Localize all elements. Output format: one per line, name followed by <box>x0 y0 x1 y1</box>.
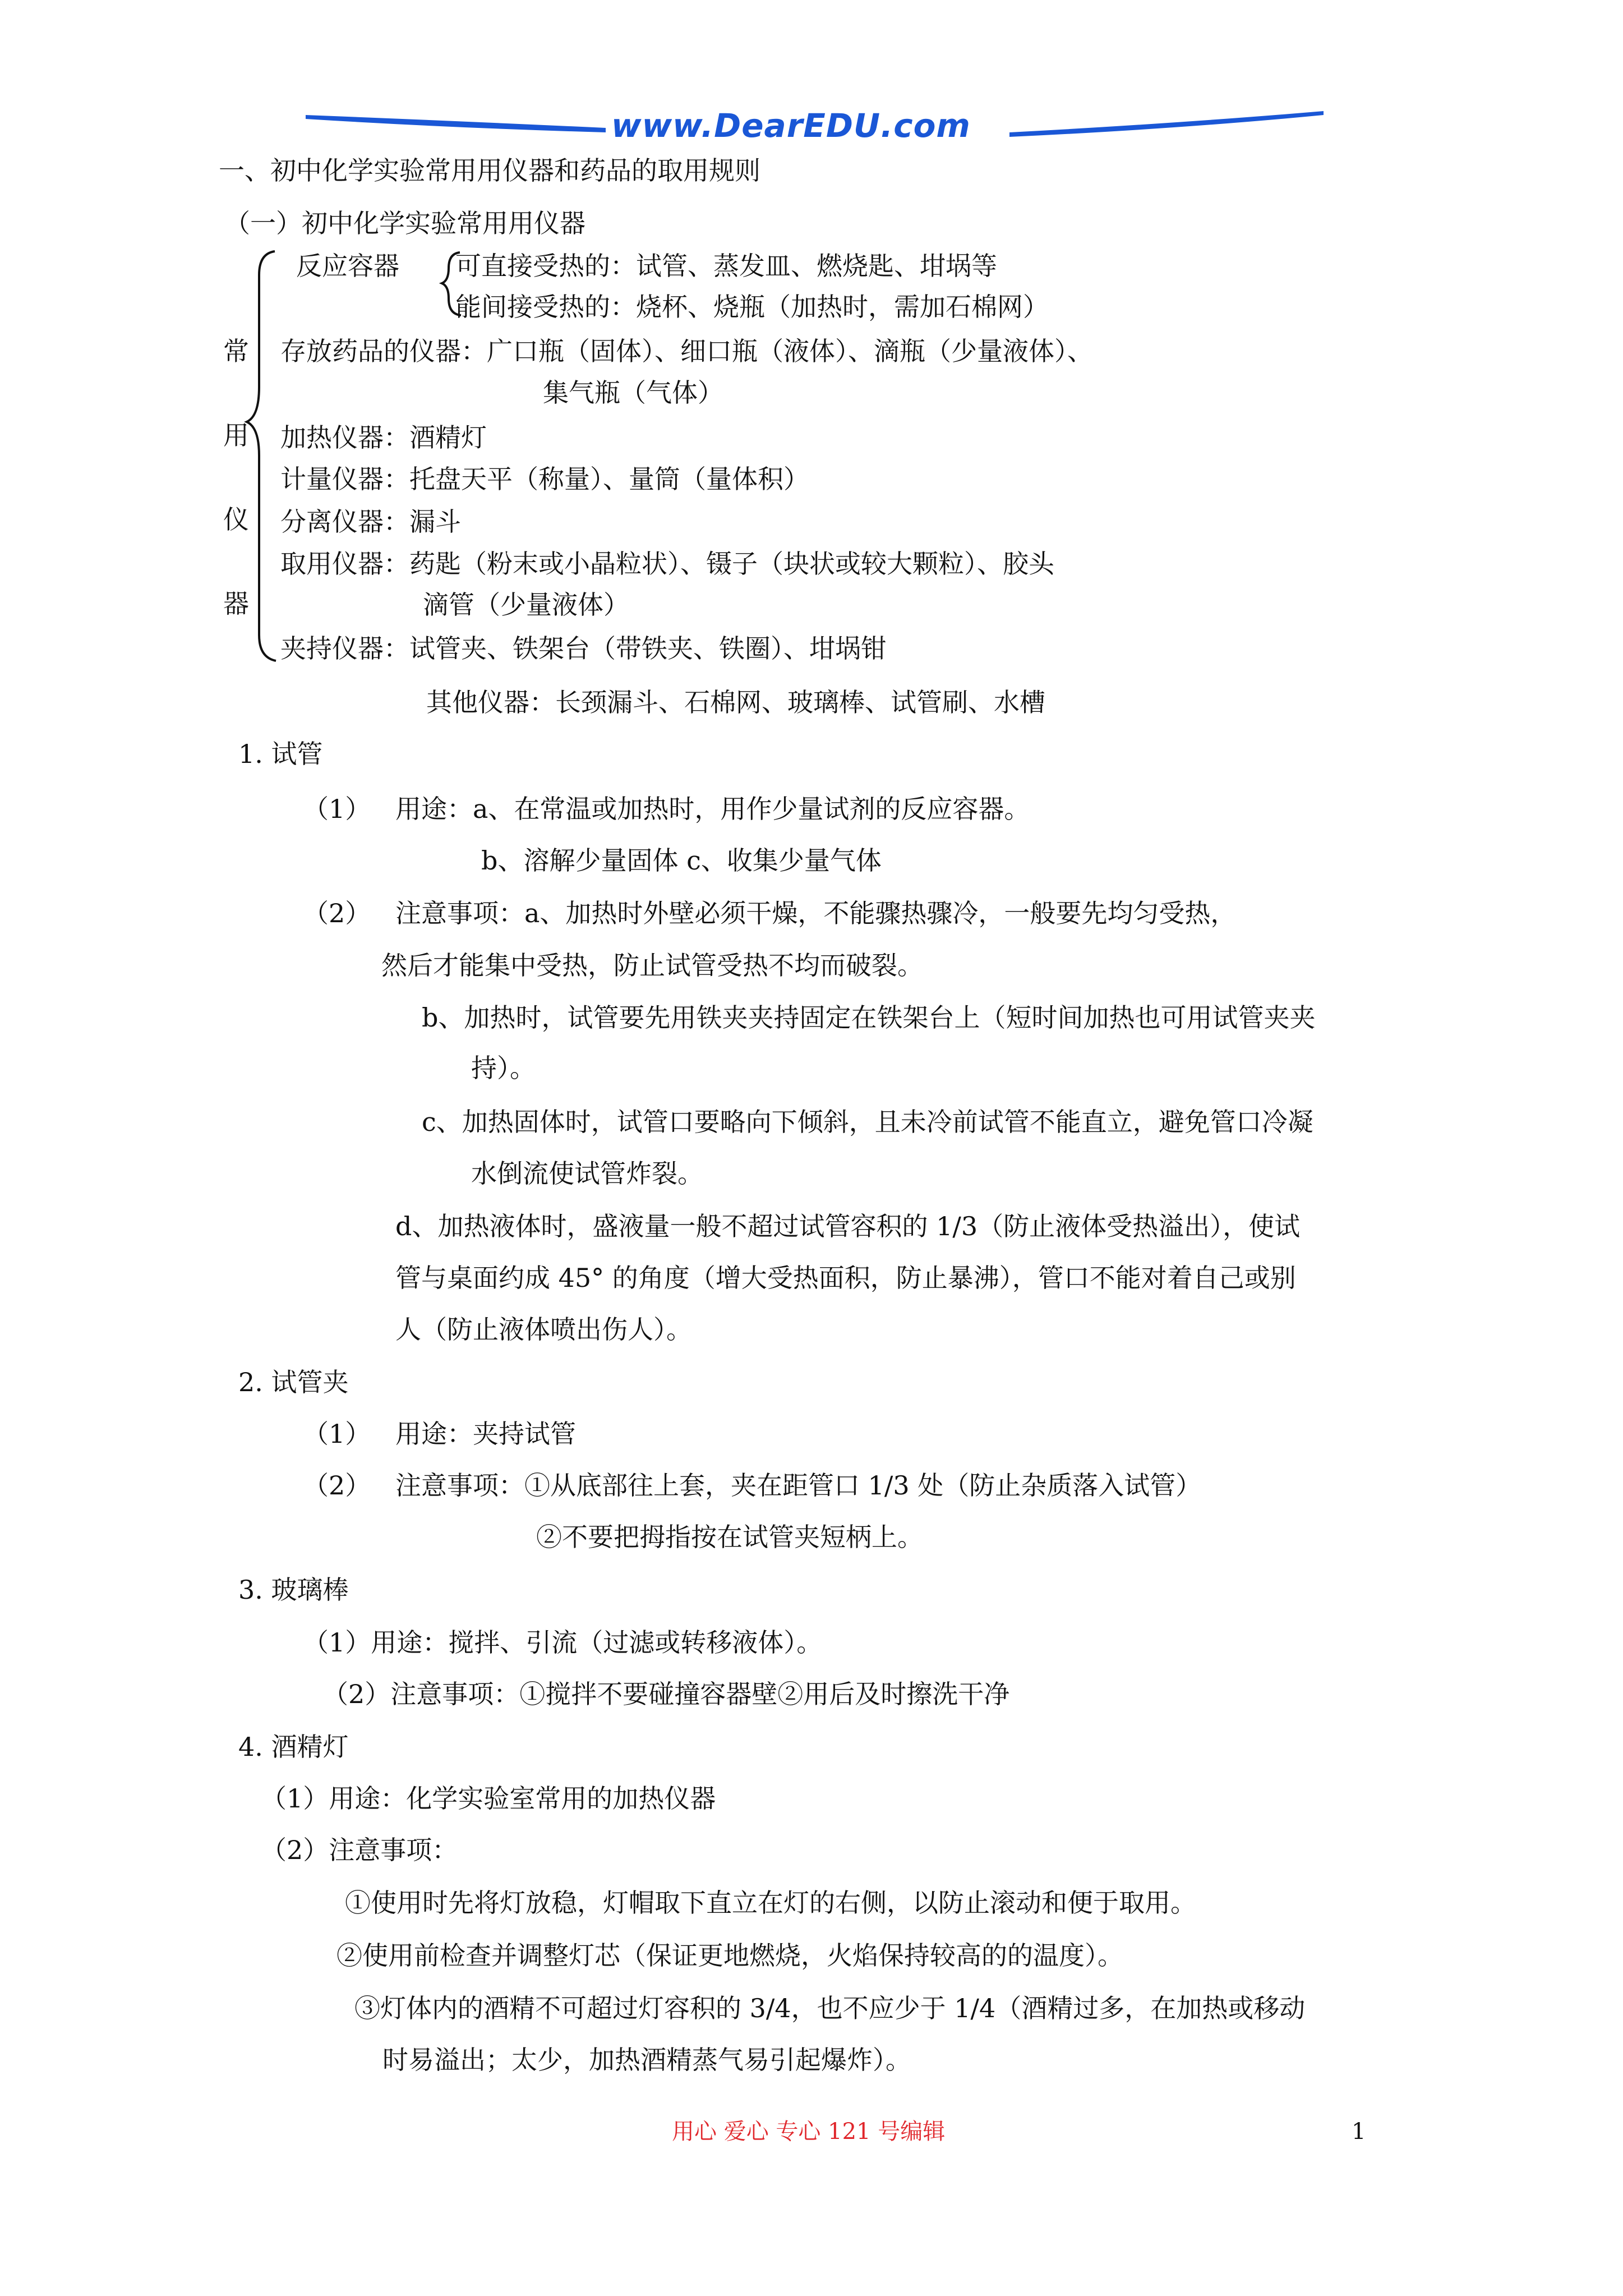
row-measuring: 计量仪器：托盘天平（称量）、量筒（量体积） <box>280 464 809 494</box>
vertical-label-char-4: 器 <box>223 588 249 619</box>
footer-slogan: 用心 爱心 专心 121 号编辑 <box>672 2119 946 2145</box>
main-brace <box>247 251 276 661</box>
item-1-use-b: b、溶解少量固体 c、收集少量气体 <box>481 845 882 876</box>
item-1-use-number: （1） <box>303 794 371 824</box>
vertical-label-char-1: 常 <box>223 336 249 366</box>
item-4-title: 4. 酒精灯 <box>238 1732 349 1762</box>
item-2-note-2: ②不要把拇指按在试管夹短柄上。 <box>536 1522 923 1552</box>
item-4-note-1: ①使用时先将灯放稳，灯帽取下直立在灯的右侧，以防止滚动和便于取用。 <box>345 1888 1196 1918</box>
item-3-note: （2）注意事项：①搅拌不要碰撞容器壁②用后及时擦洗干净 <box>322 1679 1010 1709</box>
item-4-note-3a: ③灯体内的酒精不可超过灯容积的 3/4，也不应少于 1/4（酒精过多，在加热或移动 <box>354 1993 1306 2023</box>
item-3-title: 3. 玻璃棒 <box>238 1575 349 1605</box>
section-title: 一、初中化学实验常用用仪器和药品的取用规则 <box>219 155 760 186</box>
item-1-title: 1. 试管 <box>238 739 323 769</box>
item-1-note-number: （2） <box>303 898 371 928</box>
row-holding: 夹持仪器：试管夹、铁架台（带铁夹、铁圈）、坩埚钳 <box>280 633 887 664</box>
page-number: 1 <box>1352 2119 1366 2145</box>
item-1-note-a1: 注意事项：a、加热时外壁必须干燥，不能骤热骤冷，一般要先均匀受热， <box>395 898 1237 928</box>
row-other: 其他仪器：长颈漏斗、石棉网、玻璃棒、试管刷、水槽 <box>426 687 1045 717</box>
row-storage-cont: 集气瓶（气体） <box>543 378 723 408</box>
item-1-use-a: 用途：a、在常温或加热时，用作少量试剂的反应容器。 <box>395 794 1030 824</box>
row-heating: 加热仪器：酒精灯 <box>280 422 487 453</box>
item-1-note-c1: c、加热固体时，试管口要略向下倾斜，且未冷前试管不能直立，避免管口冷凝 <box>422 1107 1313 1137</box>
item-2-note-1: 注意事项：①从底部往上套，夹在距管口 1/3 处（防止杂质落入试管） <box>395 1470 1202 1501</box>
row-reaction-label: 反应容器 <box>296 251 399 281</box>
item-4-use: （1）用途：化学实验室常用的加热仪器 <box>261 1783 716 1814</box>
item-2-use: 用途：夹持试管 <box>395 1419 576 1449</box>
item-3-use: （1）用途：搅拌、引流（过滤或转移液体）。 <box>303 1627 823 1658</box>
item-4-note-3b: 时易溢出；太少，加热酒精蒸气易引起爆炸）。 <box>382 2045 911 2075</box>
vertical-label-char-3: 仪 <box>223 504 249 535</box>
vertical-label-char-2: 用 <box>223 420 249 450</box>
row-taking: 取用仪器：药匙（粉末或小晶粒状）、镊子（块状或较大颗粒）、胶头 <box>280 549 1054 579</box>
item-1-note-d3: 人（防止液体喷出伤人）。 <box>395 1314 692 1345</box>
row-storage: 存放药品的仪器：广口瓶（固体）、细口瓶（液体）、滴瓶（少量液体）、 <box>280 336 1093 366</box>
item-1-note-b2: 持）。 <box>471 1053 536 1083</box>
item-2-note-number: （2） <box>303 1470 371 1501</box>
item-1-note-d2: 管与桌面约成 45° 的角度（增大受热面积，防止暴沸），管口不能对着自己或别 <box>395 1263 1296 1293</box>
item-1-note-a2: 然后才能集中受热，防止试管受热不均而破裂。 <box>381 950 923 981</box>
row-reaction-indirect: 能间接受热的：烧杯、烧瓶（加热时，需加石棉网） <box>455 292 1049 322</box>
item-2-title: 2. 试管夹 <box>238 1367 349 1397</box>
item-4-note: （2）注意事项： <box>261 1835 458 1865</box>
subsection-title: （一）初中化学实验常用用仪器 <box>224 208 585 238</box>
row-taking-cont: 滴管（少量液体） <box>423 590 629 620</box>
item-2-use-number: （1） <box>303 1419 371 1449</box>
item-1-note-c2: 水倒流使试管炸裂。 <box>471 1158 703 1189</box>
item-1-note-b1: b、加热时，试管要先用铁夹夹持固定在铁架台上（短时间加热也可用试管夹夹 <box>422 1002 1316 1033</box>
row-separating: 分离仪器：漏斗 <box>280 507 461 537</box>
item-1-note-d1: d、加热液体时，盛液量一般不超过试管容积的 1/3（防止液体受热溢出），使试 <box>395 1211 1301 1241</box>
row-reaction-direct: 可直接受热的：试管、蒸发皿、燃烧匙、坩埚等 <box>455 251 997 281</box>
item-4-note-2: ②使用前检查并调整灯芯（保证更地燃烧，火焰保持较高的的温度）。 <box>336 1940 1123 1971</box>
site-logo: www.DearEDU.com <box>611 107 971 145</box>
